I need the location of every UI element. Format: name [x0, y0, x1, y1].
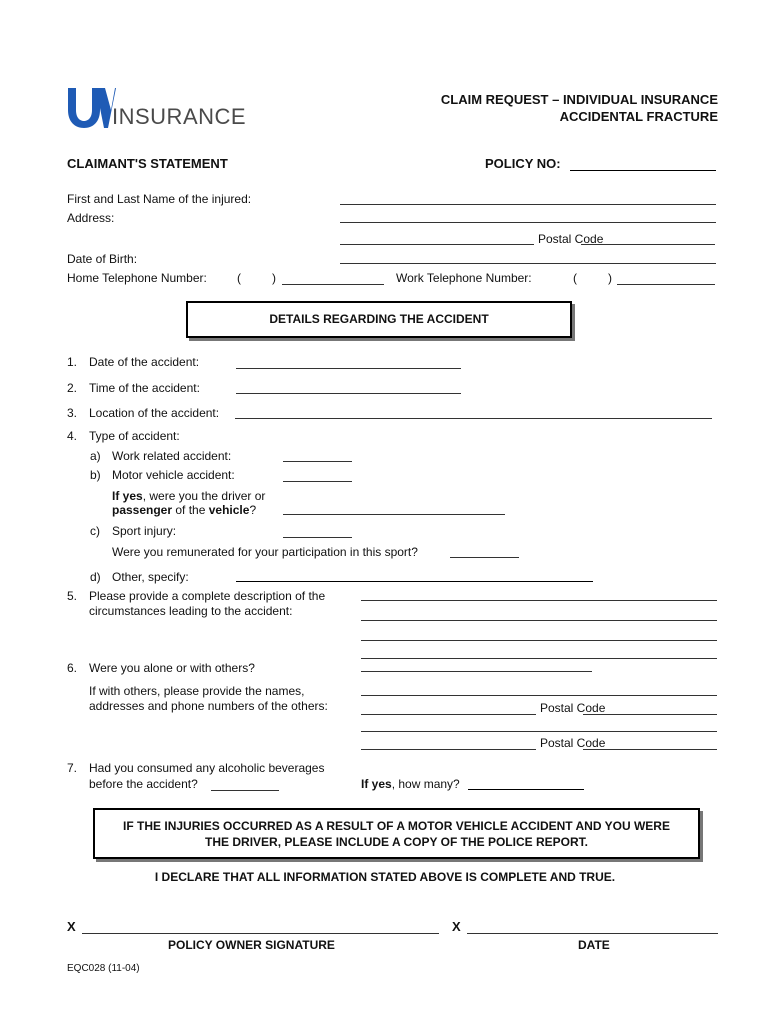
q4b-passenger: passenger	[112, 503, 173, 517]
q6-others-field-4[interactable]	[361, 749, 536, 750]
q4b-vehicle: vehicle	[208, 503, 250, 517]
date-x-mark: X	[452, 919, 461, 934]
q4c-label: Sport injury:	[112, 524, 177, 538]
form-code: EQC028 (11-04)	[67, 963, 140, 974]
declaration-text: I DECLARE THAT ALL INFORMATION STATED ABOVE IS COMPLETE AND TRUE.	[154, 870, 616, 884]
q5-label-line2: circumstances leading to the accident:	[89, 604, 293, 618]
postal-code-field[interactable]	[581, 244, 715, 245]
policy-no-label: POLICY NO:	[485, 156, 561, 171]
q1-field[interactable]	[236, 368, 461, 369]
work-phone-close-paren: )	[608, 271, 612, 285]
owner-signature-label: POLICY OWNER SIGNATURE	[168, 938, 335, 952]
q6-field[interactable]	[361, 671, 592, 672]
q7-if-yes: If yes	[361, 777, 392, 791]
work-phone-field[interactable]	[617, 284, 715, 285]
q4a-label: Work related accident:	[112, 449, 232, 463]
name-label: First and Last Name of the injured:	[67, 192, 252, 206]
q5-label-line1: Please provide a complete description of the	[89, 589, 326, 603]
q4d-letter: d)	[90, 570, 101, 584]
q6-followup-line1: If with others, please provide the names,	[89, 684, 305, 698]
postal-code-label: Postal Code	[538, 232, 604, 246]
address-field-2[interactable]	[340, 244, 534, 245]
q7-field[interactable]	[211, 790, 279, 791]
q4c-field[interactable]	[283, 537, 352, 538]
q5-field-4[interactable]	[361, 658, 717, 659]
home-phone-close-paren: )	[272, 271, 276, 285]
q4d-field[interactable]	[236, 581, 593, 582]
q7-how-many-field[interactable]	[468, 789, 584, 790]
q4b-if-yes: If yes	[112, 489, 143, 503]
q4b-follow-text2: of the	[172, 503, 209, 517]
date-field[interactable]	[467, 933, 718, 934]
owner-signature-field[interactable]	[82, 933, 439, 934]
q2-label: Time of the accident:	[89, 381, 200, 395]
q4b-followup-line1	[112, 489, 265, 503]
claimant-statement-title: CLAIMANT'S STATEMENT	[67, 156, 228, 171]
policy-no-field[interactable]	[570, 170, 716, 171]
q4b-label: Motor vehicle accident:	[112, 468, 235, 482]
q4c-letter: c)	[90, 524, 100, 538]
q1-number: 1.	[67, 355, 78, 369]
q4b-follow-text1: , were you the driver or	[142, 489, 266, 503]
q4b-followup-line2	[112, 503, 256, 517]
details-heading-box	[186, 301, 572, 338]
q3-label: Location of the accident:	[89, 406, 220, 420]
work-phone-open-paren: (	[573, 271, 577, 285]
form-title-line1: CLAIM REQUEST – INDIVIDUAL INSURANCE	[440, 92, 718, 107]
home-phone-open-paren: (	[237, 271, 241, 285]
q4b-letter: b)	[90, 468, 101, 482]
q6-postal-code-label-1: Postal Code	[540, 701, 606, 715]
q1-label: Date of the accident:	[89, 355, 200, 369]
date-label: DATE	[578, 938, 610, 952]
dob-field[interactable]	[340, 263, 716, 264]
q4b-field[interactable]	[283, 481, 352, 482]
notice-line1: IF THE INJURIES OCCURRED AS A RESULT OF A MOTOR VEHICLE ACCIDENT AND YOU WERE	[123, 819, 670, 833]
q5-field-2[interactable]	[361, 620, 717, 621]
q4c-remunerated-field[interactable]	[450, 557, 519, 558]
details-heading: DETAILS REGARDING THE ACCIDENT	[269, 312, 489, 326]
address-label: Address:	[67, 211, 115, 225]
signature-x-mark: X	[67, 919, 76, 934]
q6-postal-code-field-1[interactable]	[583, 714, 717, 715]
q7-label-line1: Had you consumed any alcoholic beverages	[89, 761, 325, 775]
form-title-line2: ACCIDENTAL FRACTURE	[559, 109, 718, 124]
q4d-label: Other, specify:	[112, 570, 189, 584]
uv-logo-mark	[66, 88, 116, 128]
notice-line2: THE DRIVER, PLEASE INCLUDE A COPY OF THE POLICE REPORT.	[205, 835, 588, 849]
q6-postal-code-label-2: Postal Code	[540, 736, 606, 750]
dob-label: Date of Birth:	[67, 252, 138, 266]
q4a-letter: a)	[90, 449, 101, 463]
q5-number: 5.	[67, 589, 78, 603]
q2-number: 2.	[67, 381, 78, 395]
name-field[interactable]	[340, 204, 716, 205]
q6-others-field-2[interactable]	[361, 714, 536, 715]
q7-label-line2: before the accident?	[89, 777, 198, 791]
q4b-qmark: ?	[249, 503, 257, 517]
q6-others-field-1[interactable]	[361, 695, 717, 696]
logo-insurance-text: INSURANCE	[112, 104, 247, 129]
q7-how-many: , how many?	[391, 777, 460, 791]
q4a-field[interactable]	[283, 461, 352, 462]
q4b-driver-field[interactable]	[283, 514, 505, 515]
police-report-notice	[93, 808, 700, 859]
work-phone-label: Work Telephone Number:	[396, 271, 532, 285]
q5-field-1[interactable]	[361, 600, 717, 601]
q2-field[interactable]	[236, 393, 461, 394]
q7-if-yes-text	[361, 777, 460, 791]
q5-field-3[interactable]	[361, 640, 717, 641]
q3-field[interactable]	[235, 418, 712, 419]
q4-label: Type of accident:	[89, 429, 180, 443]
q4c-remunerated-label: Were you remunerated for your participation in this sport?	[112, 545, 418, 559]
q7-number: 7.	[67, 761, 78, 775]
q4-number: 4.	[67, 429, 78, 443]
q3-number: 3.	[67, 406, 78, 420]
home-phone-label: Home Telephone Number:	[67, 271, 207, 285]
q6-postal-code-field-2[interactable]	[583, 749, 717, 750]
q6-followup-line2: addresses and phone numbers of the others:	[89, 699, 328, 713]
q6-number: 6.	[67, 661, 78, 675]
home-phone-field[interactable]	[282, 284, 384, 285]
q6-others-field-3[interactable]	[361, 731, 717, 732]
address-field-1[interactable]	[340, 222, 716, 223]
q6-label: Were you alone or with others?	[89, 661, 255, 675]
